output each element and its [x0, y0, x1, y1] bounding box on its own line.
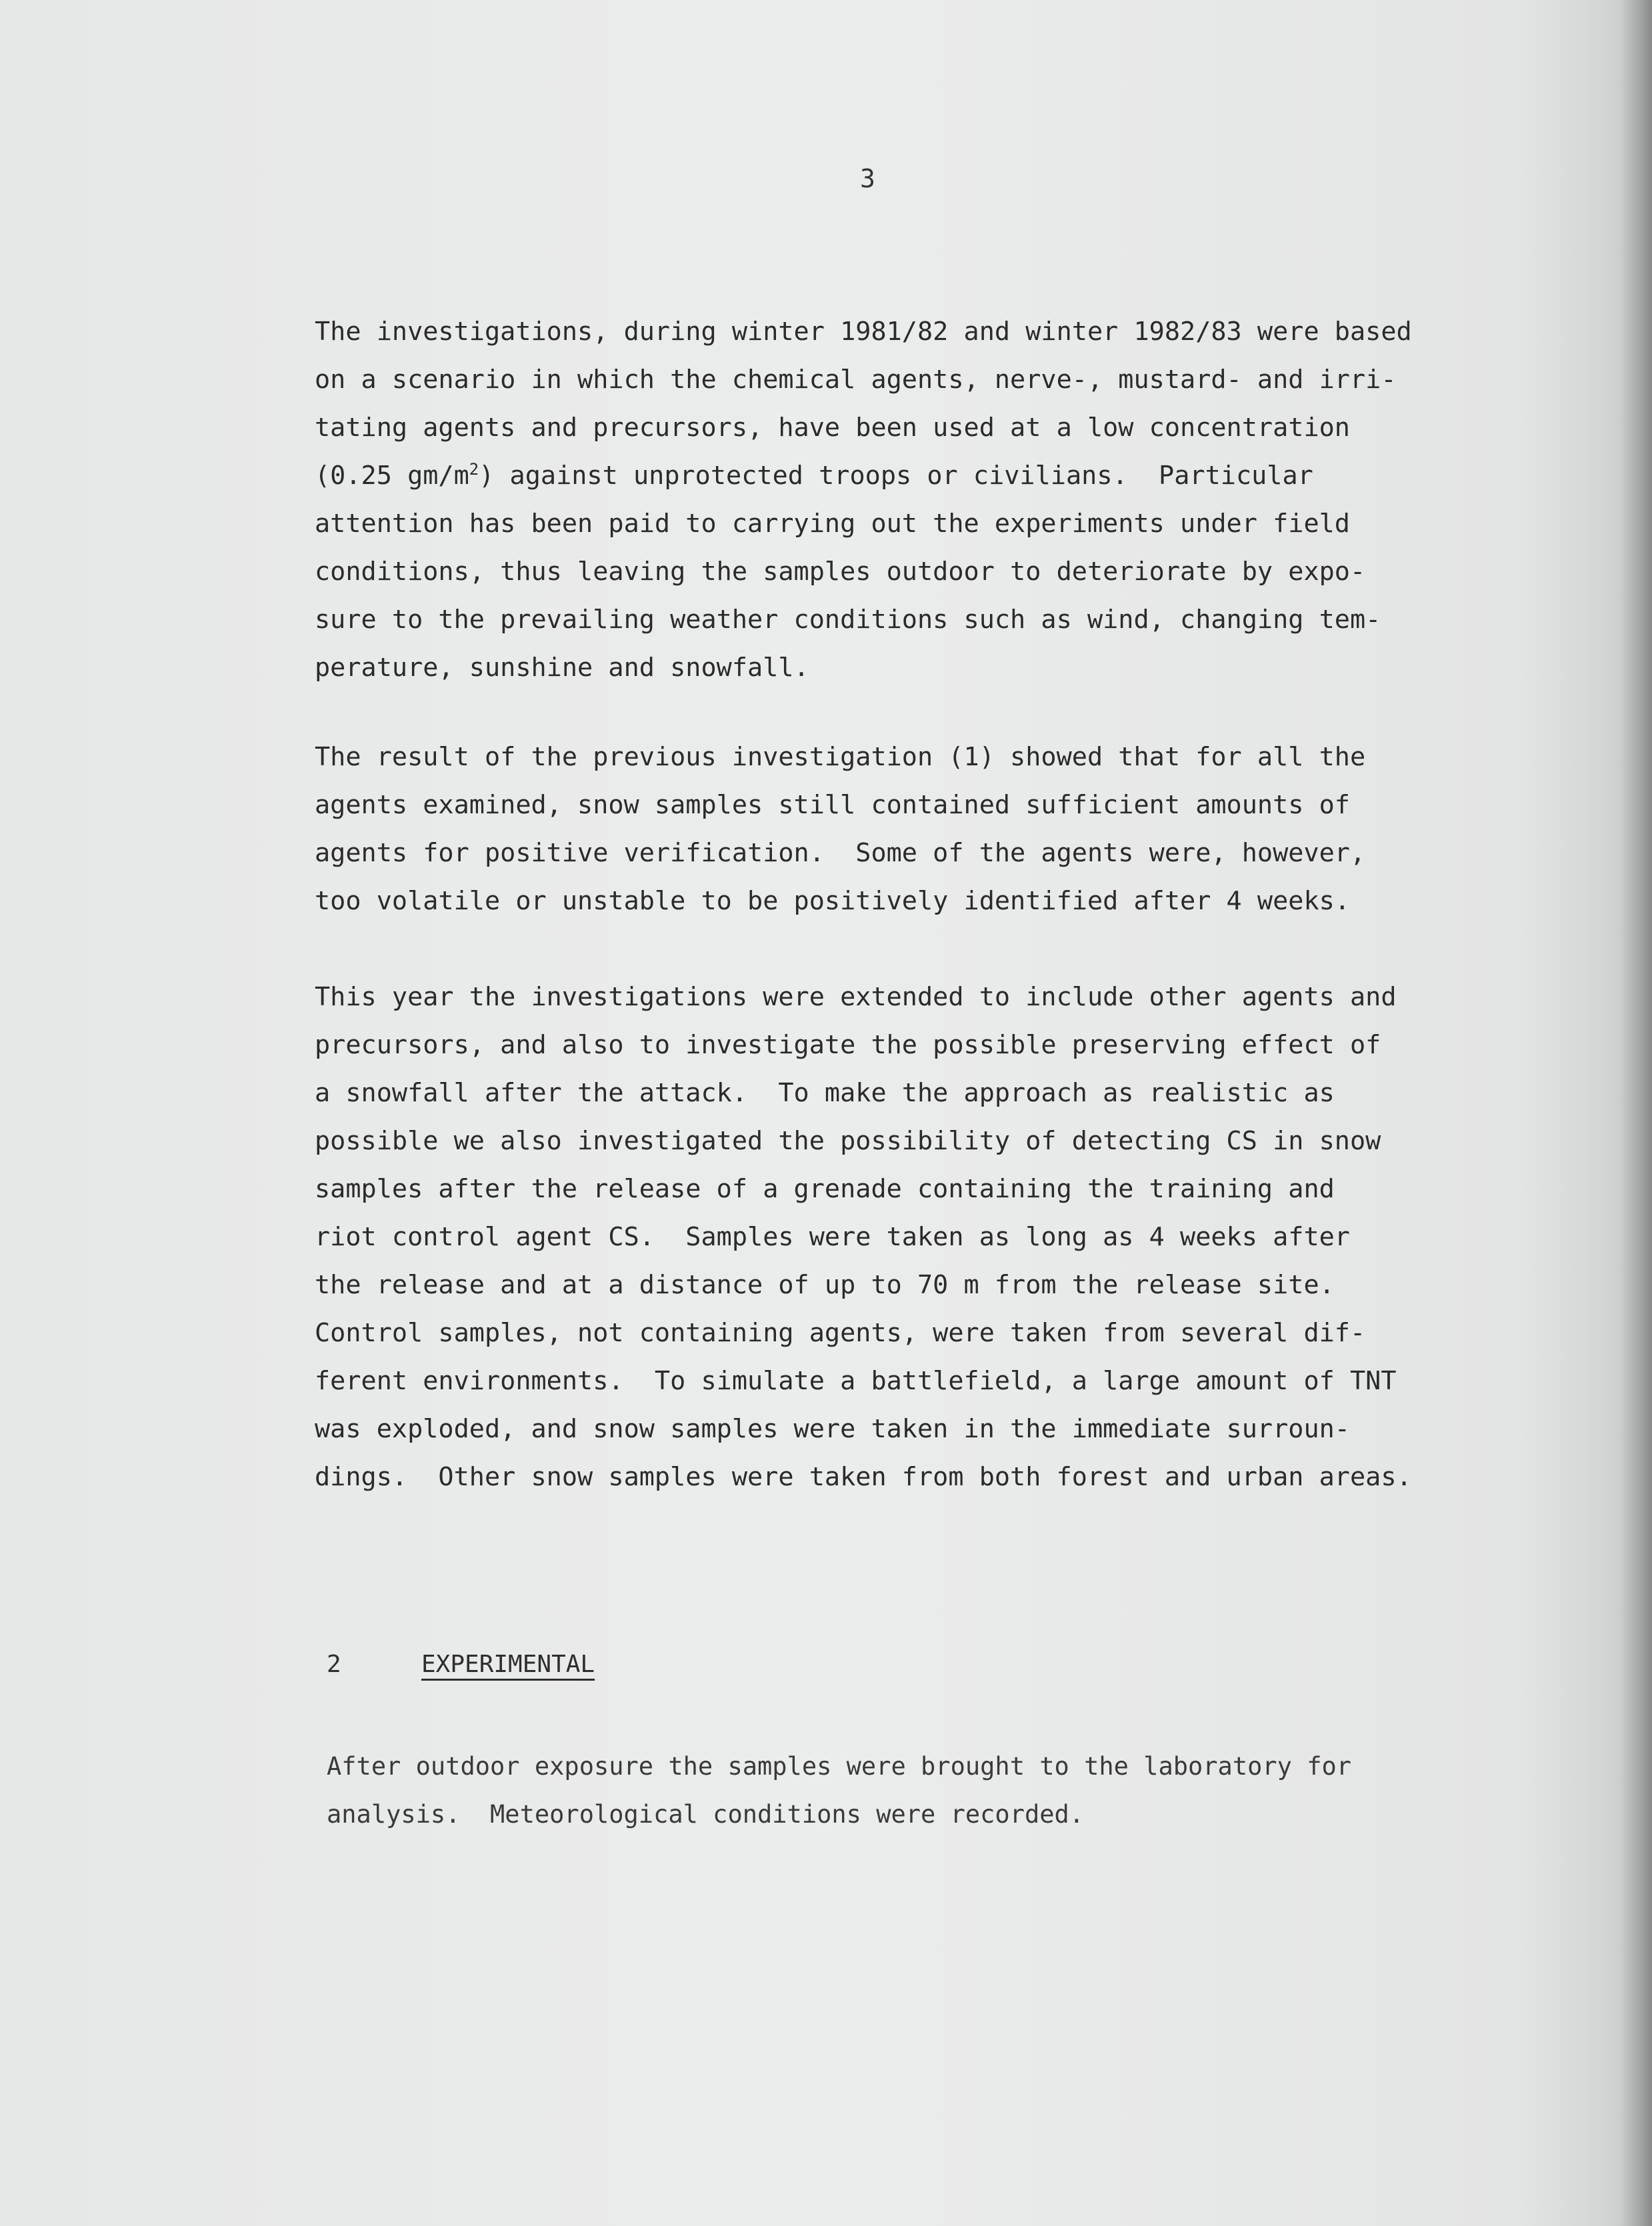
text-line: agents examined, snow samples still contained sufficient amounts of: [315, 790, 1350, 820]
text-line: tating agents and precursors, have been used at a low concentration: [315, 413, 1350, 443]
text-line: analysis. Meteorological conditions were recorded.: [327, 1800, 1085, 1829]
text-line: perature, sunshine and snowfall.: [315, 653, 809, 683]
text-line: The result of the previous investigation (1) showed that for all the: [315, 742, 1366, 772]
text-line: sure to the prevailing weather conditions such as wind, changing tem-: [315, 605, 1381, 635]
text-line: too volatile or unstable to be positively identified after 4 weeks.: [315, 886, 1350, 916]
text-line: was exploded, and snow samples were taken in the immediate surroun-: [315, 1414, 1350, 1444]
text-line: dings. Other snow samples were taken from both forest and urban areas.: [315, 1462, 1412, 1492]
paragraph-experimental: [327, 1743, 1351, 1839]
superscript-2: 2: [469, 460, 479, 479]
paragraph-scenario: [315, 308, 1412, 692]
concentration-text: (0.25 gm/m: [315, 461, 469, 491]
text-line-concentration: [315, 452, 1412, 500]
paragraph-previous-result: [315, 733, 1365, 925]
section-title: EXPERIMENTAL: [421, 1651, 595, 1678]
text-line: the release and at a distance of up to 70 m from the release site.: [315, 1270, 1335, 1300]
text-line: samples after the release of a grenade containing the training and: [315, 1174, 1335, 1204]
paragraph-this-year: [315, 973, 1412, 1501]
text-line: precursors, and also to investigate the possible preserving effect of: [315, 1030, 1381, 1060]
page-edge-shadow: [1620, 0, 1652, 2226]
section-number: 2: [327, 1651, 341, 1678]
text-line: on a scenario in which the chemical agents, nerve-, mustard- and irri-: [315, 365, 1397, 395]
text-line: ferent environments. To simulate a battlefield, a large amount of TNT: [315, 1366, 1397, 1396]
concentration-rest: ) against unprotected troops or civilians. Particular: [479, 461, 1313, 491]
text-line: This year the investigations were extended to include other agents and: [315, 982, 1397, 1012]
text-line: attention has been paid to carrying out the experiments under field: [315, 509, 1350, 539]
text-line: Control samples, not containing agents, were taken from several dif-: [315, 1318, 1366, 1348]
text-line: agents for positive verification. Some of the agents were, however,: [315, 838, 1366, 868]
text-line: a snowfall after the attack. To make the approach as realistic as: [315, 1078, 1335, 1108]
text-line: possible we also investigated the possibility of detecting CS in snow: [315, 1126, 1381, 1156]
page-number: 3: [860, 164, 875, 193]
text-line: The investigations, during winter 1981/82 and winter 1982/83 were based: [315, 317, 1412, 347]
text-line: conditions, thus leaving the samples outdoor to deteriorate by expo-: [315, 557, 1366, 587]
text-line: After outdoor exposure the samples were brought to the laboratory for: [327, 1752, 1352, 1781]
text-line: riot control agent CS. Samples were taken as long as 4 weeks after: [315, 1222, 1350, 1252]
